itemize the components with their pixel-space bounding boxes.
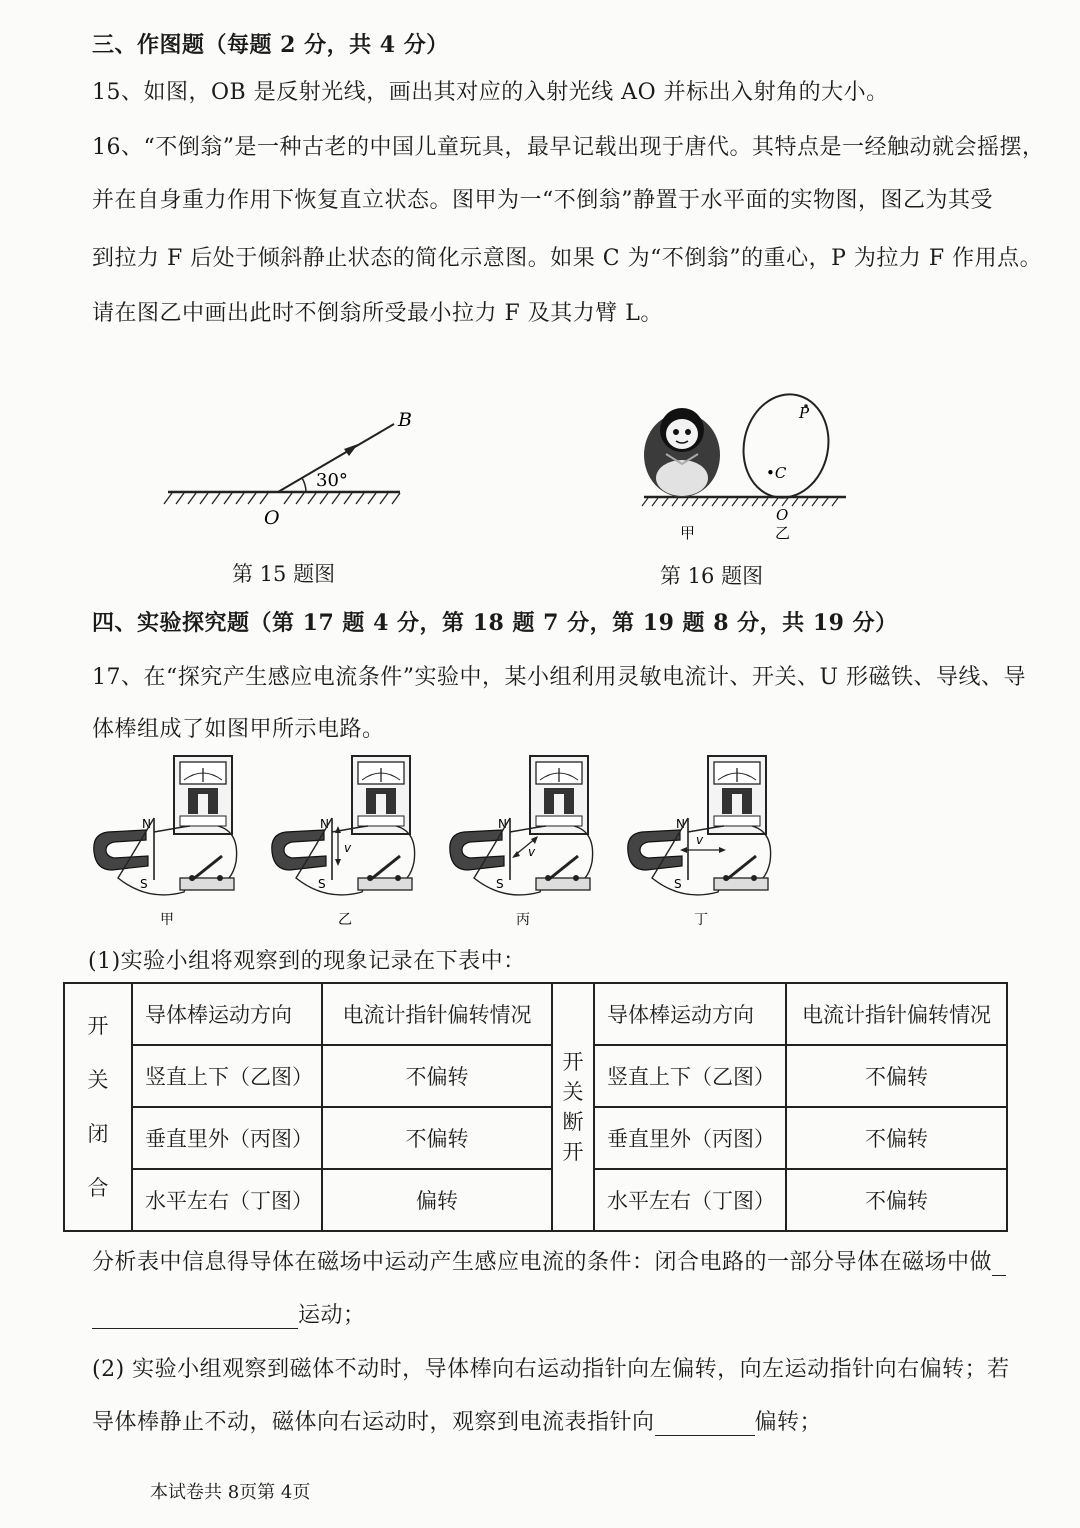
tumbler-outline-egg xyxy=(734,386,838,505)
open-direction-cell: 竖直上下（乙图） xyxy=(594,1045,786,1107)
question-17-line-1: 17、在“探究产生感应电流条件”实验中，某小组利用灵敏电流计、开关、U 形磁铁、导线、导 xyxy=(92,665,1027,690)
circuit-label: 乙 xyxy=(338,912,352,928)
circuit-setup xyxy=(628,756,771,928)
north-pole-label: N xyxy=(320,817,329,831)
circuit-setup xyxy=(450,756,593,928)
angle-label: 30° xyxy=(316,470,348,491)
closed-direction-cell: 垂直里外（丙图） xyxy=(132,1107,322,1169)
point-p-label: P xyxy=(799,404,810,422)
observation-table xyxy=(63,982,1008,1232)
open-deflection-cell: 不偏转 xyxy=(786,1107,1007,1169)
header-deflection: 电流计指针偏转情况 xyxy=(322,983,552,1045)
question-15-text: 15、如图，OB 是反射光线，画出其对应的入射光线 AO 并标出入射角的大小。 xyxy=(92,80,889,105)
closed-deflection-cell: 不偏转 xyxy=(322,1107,552,1169)
question-16-line-1: 16、“不倒翁”是一种古老的中国儿童玩具，最早记载出现于唐代。其特点是一经触动就会摇摆， xyxy=(92,135,1045,160)
question-16-line-3: 到拉力 F 后处于倾斜静止状态的简化示意图。如果 C 为“不倒翁”的重心，P 为拉力 F 作用点。 xyxy=(92,246,1043,271)
circuit-label: 丁 xyxy=(694,912,708,928)
u-magnet-icon xyxy=(450,830,504,870)
velocity-label: v xyxy=(528,845,536,859)
south-pole-label: S xyxy=(674,877,682,891)
question-17-line-2: 体棒组成了如图甲所示电路。 xyxy=(92,717,385,742)
open-deflection-cell: 不偏转 xyxy=(786,1045,1007,1107)
open-direction-cell: 垂直里外（丙图） xyxy=(594,1107,786,1169)
open-direction-cell: 水平左右（丁图） xyxy=(594,1169,786,1231)
figure-16-caption: 第 16 题图 xyxy=(660,564,764,588)
point-c-label: •C xyxy=(766,464,787,482)
switch-icon xyxy=(714,878,768,890)
figure-15-caption: 第 15 题图 xyxy=(232,562,336,586)
label-yi: 乙 xyxy=(775,524,791,542)
header-direction: 导体棒运动方向 xyxy=(594,983,786,1045)
question-16-line-4: 请在图乙中画出此时不倒翁所受最小拉力 F 及其力臂 L。 xyxy=(92,301,663,326)
section-3-heading: 三、作图题（每题 2 分，共 4 分） xyxy=(92,32,449,58)
label-jia: 甲 xyxy=(680,524,696,542)
answer-blank[interactable] xyxy=(92,1306,298,1329)
south-pole-label: S xyxy=(318,877,326,891)
north-pole-label: N xyxy=(498,817,507,831)
answer-blank[interactable] xyxy=(655,1413,755,1436)
velocity-label: v xyxy=(344,841,352,855)
figure-15-diagram xyxy=(160,400,420,540)
point-o-label: O xyxy=(264,507,280,529)
switch-icon xyxy=(358,878,412,890)
part-1-intro: (1)实验小组将观察到的现象记录在下表中： xyxy=(88,949,526,974)
analysis-line-1: 分析表中信息得导体在磁场中运动产生感应电流的条件：闭合电路的一部分导体在磁场中做 xyxy=(92,1245,1006,1276)
south-pole-label: S xyxy=(496,877,504,891)
south-pole-label: S xyxy=(140,877,148,891)
switch-closed-label: 开 关 闭 合 xyxy=(64,983,132,1231)
switch-open-label: 开 关 断 开 xyxy=(552,983,594,1231)
section-4-heading: 四、实验探究题（第 17 题 4 分，第 18 题 7 分，第 19 题 8 分，共 19 分） xyxy=(92,610,898,636)
analysis-line-2: 运动； xyxy=(92,1298,366,1329)
tumbler-toy-photo xyxy=(644,408,720,497)
part-2-line-2: 导体棒静止不动，磁体向右运动时，观察到电流表指针向 偏转； xyxy=(92,1410,823,1435)
switch-icon xyxy=(180,878,234,890)
circuit-figures xyxy=(88,752,798,937)
north-pole-label: N xyxy=(676,817,685,831)
u-magnet-icon xyxy=(94,830,148,870)
ray-arrow-icon xyxy=(344,444,358,456)
north-pole-label: N xyxy=(142,817,151,831)
circuit-label: 甲 xyxy=(160,912,174,928)
closed-direction-cell: 水平左右（丁图） xyxy=(132,1169,322,1231)
closed-deflection-cell: 偏转 xyxy=(322,1169,552,1231)
u-magnet-icon xyxy=(272,830,326,870)
point-b-label: B xyxy=(398,409,412,431)
u-magnet-icon xyxy=(628,830,682,870)
point-o-label: O xyxy=(776,506,789,524)
figure-16-diagram xyxy=(636,390,856,550)
switch-icon xyxy=(536,878,590,890)
header-deflection: 电流计指针偏转情况 xyxy=(786,983,1007,1045)
closed-direction-cell: 竖直上下（乙图） xyxy=(132,1045,322,1107)
header-direction: 导体棒运动方向 xyxy=(132,983,322,1045)
circuit-setup xyxy=(272,756,415,928)
velocity-label: v xyxy=(696,833,704,847)
closed-deflection-cell: 不偏转 xyxy=(322,1045,552,1107)
open-deflection-cell: 不偏转 xyxy=(786,1169,1007,1231)
circuit-setup xyxy=(94,756,237,928)
part-2-line-1: (2) 实验小组观察到磁体不动时，导体棒向右运动指针向左偏转，向左运动指针向右偏转；若 xyxy=(92,1357,1010,1382)
circuit-label: 丙 xyxy=(516,912,530,928)
page-footer: 本试卷共 8页第 4页 xyxy=(150,1482,311,1503)
question-16-line-2: 并在自身重力作用下恢复直立状态。图甲为一“不倒翁”静置于水平面的实物图，图乙为其受 xyxy=(92,188,993,213)
